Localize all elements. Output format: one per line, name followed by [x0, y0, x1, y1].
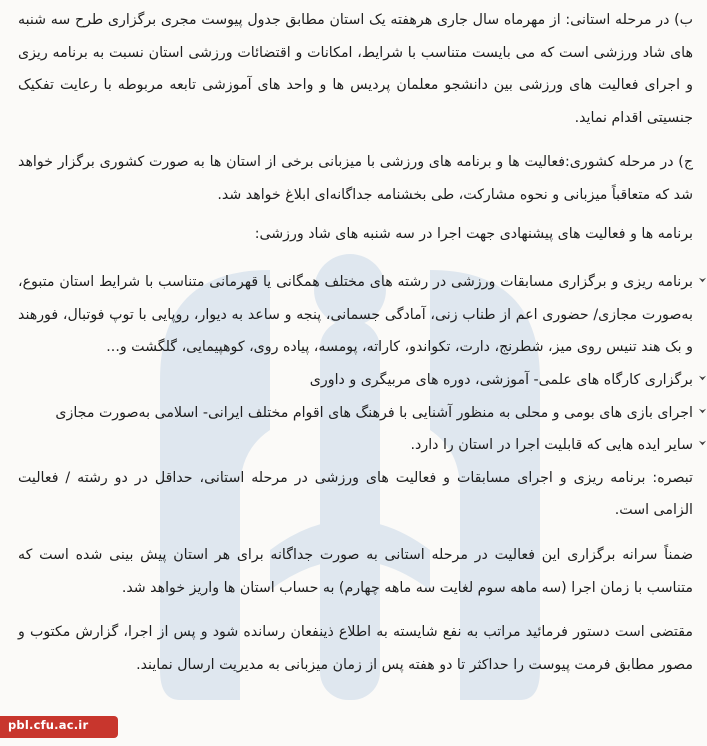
list-item-text: برنامه ریزی و برگزاری مسابقات ورزشی در رشته های مختلف همگانی یا قهرمانی متناسب با شرایط استان متبوع، به‌صورت مجازی/ حضوری اعم از طناب زنی، آمادگی جسمانی، پنجه و ساعد به دیوار، روپایی با توپ فوتبال، فورهند و بک هند تنیس روی میز، شطرنج، دارت، تکواندو، کاراته، پومسه، پیاده روی، کوهپیمایی، گلگشت و... [18, 274, 693, 356]
paragraph-programs-intro: برنامه ها و فعالیت های پیشنهادی جهت اجرا در سه شنبه های شاد ورزشی: [254, 225, 693, 242]
paragraph-national-stage: ج) در مرحله کشوری:فعالیت ها و برنامه های ورزشی با میزبانی برخی از استان ها به صورت کشوری برگزار خواهد شد که متعاقباً میزبانی و نحوه مشارکت، طی بخشنامه جداگانه‌ای ابلاغ خواهد شد. [18, 154, 693, 203]
document-body [18, 4, 693, 681]
list-item [18, 397, 693, 430]
checkmark-bullet-icon [698, 373, 707, 382]
list-item [18, 266, 693, 364]
paragraph-budget: ضمناً سرانه برگزاری این فعالیت در مرحله استانی به صورت جداگانه برای هر استان پیش بینی شده است که متناسب با زمان اجرا (سه ماهه سوم لغایت سه ماهه چهارم) به حساب استان ها واریز خواهد شد. [18, 546, 693, 596]
program-list [18, 266, 693, 462]
paragraph-provincial-stage: ب) در مرحله استانی: از مهرماه سال جاری هرهفته یک استان مطابق جدول پیوست مجری برگزاری طرح سه شنبه های شاد ورزشی است که می بایست متناسب با شرایط، امکانات و اقتضائات ورزشی استان نسبت به برنامه ریزی و اجرای فعالیت های ورزشی بین دانشجو معلمان پردیس ها و واحد های آموزشی تابعه مربوطه با رعایت تفکیک جنسیتی اقدام نماید. [18, 12, 693, 126]
paragraph-note: تبصره: برنامه ریزی و اجرای مسابقات و فعالیت های ورزشی در مرحله استانی، حداقل در دو رشته / فعالیت الزامی است. [18, 469, 693, 519]
checkmark-bullet-icon [698, 438, 707, 447]
list-item-text: اجرای بازی های بومی و محلی به منظور آشنایی با فرهنگ های اقوام مختلف ایرانی- اسلامی به‌صورت مجازی [55, 404, 693, 421]
list-item [18, 364, 693, 397]
footer-url-badge [0, 716, 118, 738]
checkmark-bullet-icon [698, 275, 707, 284]
list-item-text: سایر ایده هایی که قابلیت اجرا در استان را دارد. [410, 437, 693, 454]
list-item [18, 429, 693, 462]
checkmark-bullet-icon [698, 406, 707, 415]
list-item-text: برگزاری کارگاه های علمی- آموزشی، دوره های مربیگری و داوری [309, 371, 693, 388]
paragraph-closing: مقتضی است دستور فرمائید مراتب به نفع شایسته به اطلاع ذینفعان رسانده شود و پس از اجرا، گزارش مکتوب و مصور مطابق فرمت پیوست را حداکثر تا دو هفته پس از زمان میزبانی به مدیریت ارسال نمایند. [18, 624, 693, 673]
footer-url-link[interactable]: pbl.cfu.ac.ir [8, 718, 89, 732]
